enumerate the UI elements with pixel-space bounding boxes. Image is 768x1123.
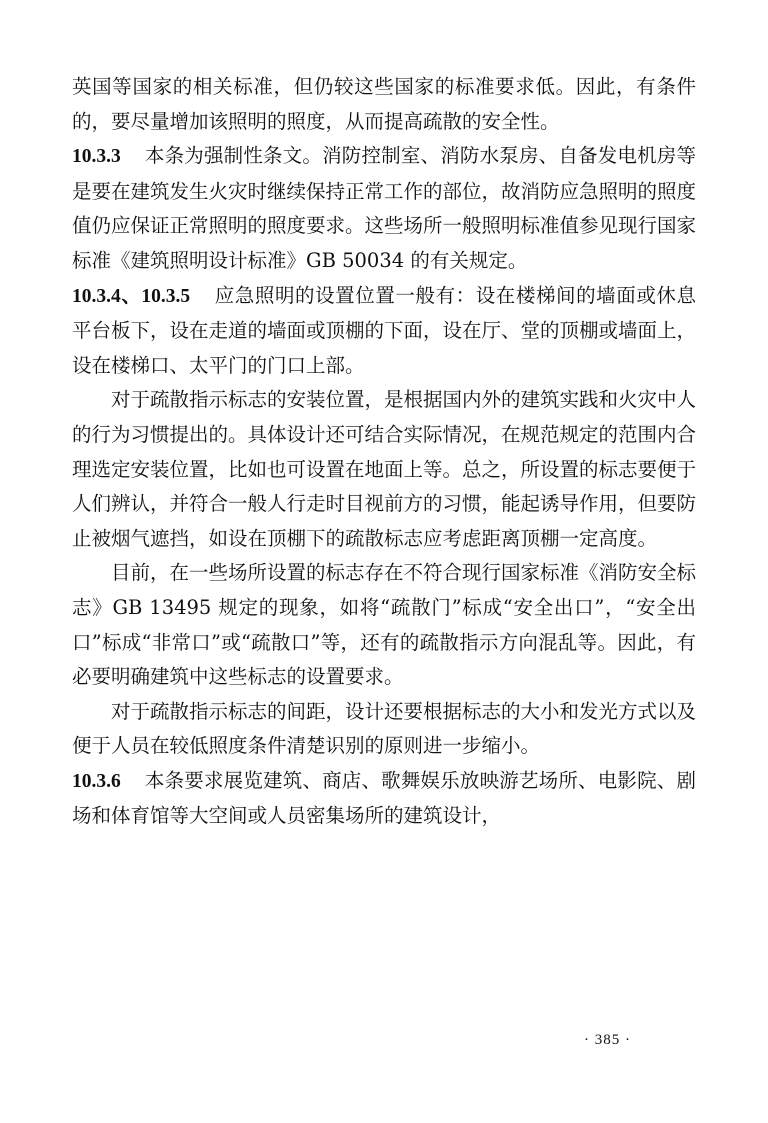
clause-10-3-6 xyxy=(72,764,696,834)
paragraph-sign-location xyxy=(72,383,696,556)
clause-10-3-4-10-3-5 xyxy=(72,279,696,384)
paragraph-sign-standards xyxy=(72,556,696,694)
clause-number: 10.3.3 xyxy=(72,146,121,168)
paragraph-text: 本条要求展览建筑、商店、歌舞娱乐放映游艺场所、电影院、剧场和体育馆等大空间或人员密集场所的建筑设计， xyxy=(72,768,696,828)
paragraph-text: 对于疏散指示标志的安装位置，是根据国内外的建筑实践和火灾中人的行为习惯提出的。具体设计还可结合实际情况，在规范规定的范围内合理选定安装位置，比如也可设置在地面上等。总之，所设置的标志要便于人们辨认，并符合一般人行走时目视前方的习惯，能起诱导作用，但要防止被烟气遮挡，如设在顶棚下的疏散标志应考虑距离顶棚一定高度。 xyxy=(72,388,697,550)
paragraph-continuation xyxy=(72,70,696,139)
paragraph-text: 对于疏散指示标志的间距，设计还要根据标志的大小和发光方式以及便于人员在较低照度条件清楚识别的原则进一步缩小。 xyxy=(72,699,697,758)
paragraph-text: 目前，在一些场所设置的标志存在不符合现行国家标准《消防安全标志》GB 13495 规定的现象，如将“疏散门”标成“安全出口”，“安全出口”标成“非常口”或“疏散口”等，还有的疏散指示方向混乱等。因此，有必要明确建筑中这些标志的设置要求。 xyxy=(72,561,697,689)
paragraph-text: 本条为强制性条文。消防控制室、消防水泵房、自备发电机房等是要在建筑发生火灾时继续保持正常工作的部位，故消防应急照明的照度值仍应保证正常照明的照度要求。这些场所一般照明标准值参见现行国家标准《建筑照明设计标准》GB 50034 的有关规定。 xyxy=(72,144,697,272)
paragraph-text: 英国等国家的相关标准，但仍较这些国家的标准要求低。因此，有条件的，要尽量增加该照明的照度，从而提高疏散的安全性。 xyxy=(72,75,696,133)
paragraph-sign-spacing xyxy=(72,695,696,764)
page-number: · 385 · xyxy=(584,1032,631,1048)
document-body xyxy=(72,70,696,834)
paragraph-text: 应急照明的设置位置一般有：设在楼梯间的墙面或休息平台板下，设在走道的墙面或顶棚的下面，设在厅、堂的顶棚或墙面上，设在楼梯口、太平门的门口上部。 xyxy=(72,283,697,377)
clause-number: 10.3.6 xyxy=(72,770,121,792)
clause-number: 10.3.4、10.3.5 xyxy=(72,285,191,307)
clause-10-3-3 xyxy=(72,139,696,278)
